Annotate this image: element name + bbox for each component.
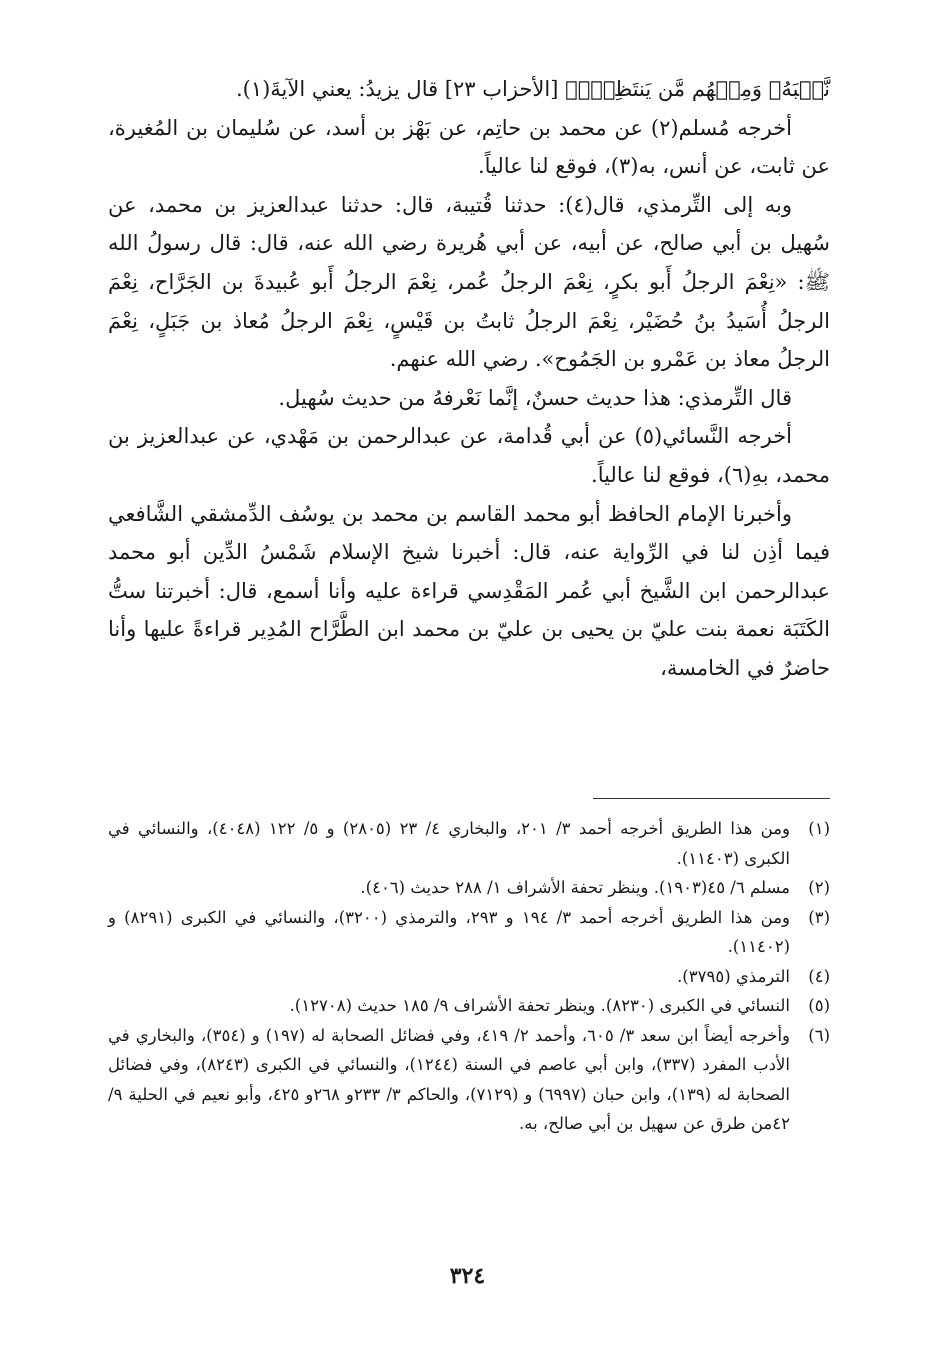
footnote-text: وأخرجه أيضاً ابن سعد ٣/ ٦٠٥، وأحمد ٢/ ٤١٩، وفي فضائل الصحابة له (١٩٧) و (٣٥٤)، والبخاري في الأدب المفرد (٣٣٧)، وابن أبي عاصم في السنة (١٢٤٤)، والنسائي في الكبرى (٨٢٤٣)، وفي فضائل الصحابة له (١٣٩)، وابن حبان (٦٩٩٧) و (٧١٢٩)، والحاكم ٣/ ٢٣٣و ٢٦٨و ٤٢٥، وأبو نعيم في الحلية ٩/ ٤٢من طرق عن سهيل بن أبي صالح، به. xyxy=(108,1025,791,1133)
footnote-2 xyxy=(108,873,830,903)
footnote-5 xyxy=(108,991,830,1021)
footnote-1 xyxy=(108,814,830,873)
footnote-number: (٤) xyxy=(808,966,830,986)
paragraph-1: نَّحۡبَهُۥ وَمِنۡهُم مَّن يَنتَظِرُۖ﴾ [الأحزاب ٢٣] قال يزيدُ: يعني الآيةَ(١). xyxy=(235,77,830,101)
footnote-number: (٦) xyxy=(808,1025,830,1045)
footnote-3 xyxy=(108,903,830,962)
main-text xyxy=(108,70,830,688)
paragraph-2: أخرجه مُسلم(٢) عن محمد بن حاتِم، عن بَهْز بن أسد، عن سُليمان بن المُغيرة، عن ثابت، عن أنس، به(٣)، فوقع لنا عالياً. xyxy=(108,115,830,179)
footnote-4 xyxy=(108,962,830,992)
paragraph-5: أخرجه النَّسائي(٥) عن أبي قُدامة، عن عبدالرحمن بن مَهْدي، عن عبدالعزيز بن محمد، بهِ(٦)، فوقع لنا عالياً. xyxy=(108,424,830,487)
footnote-divider xyxy=(593,798,830,799)
paragraph-4: قال التِّرمذي: هذا حديث حسنٌ، إنَّما نَعْرفهُ من حديث سُهيل. xyxy=(278,385,792,410)
footnote-text: ومن هذا الطريق أخرجه أحمد ٣/ ٢٠١، والبخاري ٤/ ٢٣ (٢٨٠٥) و ٥/ ١٢٢ (٤٠٤٨)، والنسائي في الكبرى (١١٤٠٣). xyxy=(108,819,790,868)
footnote-number: (١) xyxy=(808,819,830,838)
footnotes xyxy=(108,814,830,1139)
paragraph-3: وبه إلى التِّرمذي، قال(٤): حدثنا قُتيبة، قال: حدثنا عبدالعزيز بن محمد، عن سُهيل بن أبي صالح، عن أبيه، عن أبي هُريرة رضي الله عنه، قال: قال رسولُ الله ﷺ: «نِعْمَ الرجلُ أَبو بكرٍ، نِعْمَ الرجلُ عُمر، نِعْمَ الرجلُ أَبو عُبيدةَ بن الجَرَّاح، نِعْمَ الرجلُ أُسَيدُ بنُ حُضَيْر، نِعْمَ الرجلُ ثابتُ بن قَيْسٍ، نِعْمَ الرجلُ مُعاذ بن جَبَلٍ، نِعْمَ الرجلُ معاذ بن عَمْرو بن الجَمُوح». رضي الله عنهم. xyxy=(108,192,830,372)
footnote-6 xyxy=(108,1021,830,1139)
footnote-text: النسائي في الكبرى (٨٢٣٠). وينظر تحفة الأشراف ٩/ ١٨٥ حديث (١٢٧٠٨). xyxy=(289,996,790,1015)
footnote-text: مسلم ٦/ ٤٥(١٩٠٣). وينظر تحفة الأشراف ١/ ٢٨٨ حديث (٤٠٦). xyxy=(360,878,790,897)
footnote-text: الترمذي (٣٧٩٥). xyxy=(677,966,790,986)
page-number: ٣٢٤ xyxy=(449,1263,486,1289)
paragraph-6: وأخبرنا الإمام الحافظ أبو محمد القاسم بن محمد بن يوسُف الدِّمشقي الشَّافعي فيما أذِن لنا في الرِّواية عنه، قال: أخبرنا شيخ الإسلام شَمْسُ الدِّين أبو محمد عبدالرحمن ابن الشَّيخ أبي عُمر المَقْدِسي قراءة عليه وأنا أسمع، قال: أخبرتنا ستُّ الكَتَبَة نعمة بنت عليّ بن يحيى بن عليّ بن محمد ابن الطَّرَّاح المُدِير قراءةً عليها وأنا حاضرٌ في الخامسة، xyxy=(108,501,830,680)
footnote-number: (٥) xyxy=(808,996,830,1015)
footnote-number: (٢) xyxy=(808,878,830,897)
footnote-text: ومن هذا الطريق أخرجه أحمد ٣/ ١٩٤ و ٢٩٣، والترمذي (٣٢٠٠)، والنسائي في الكبرى (٨٢٩١) و (١١٤٠٢). xyxy=(108,907,790,956)
footnote-number: (٣) xyxy=(808,907,830,927)
